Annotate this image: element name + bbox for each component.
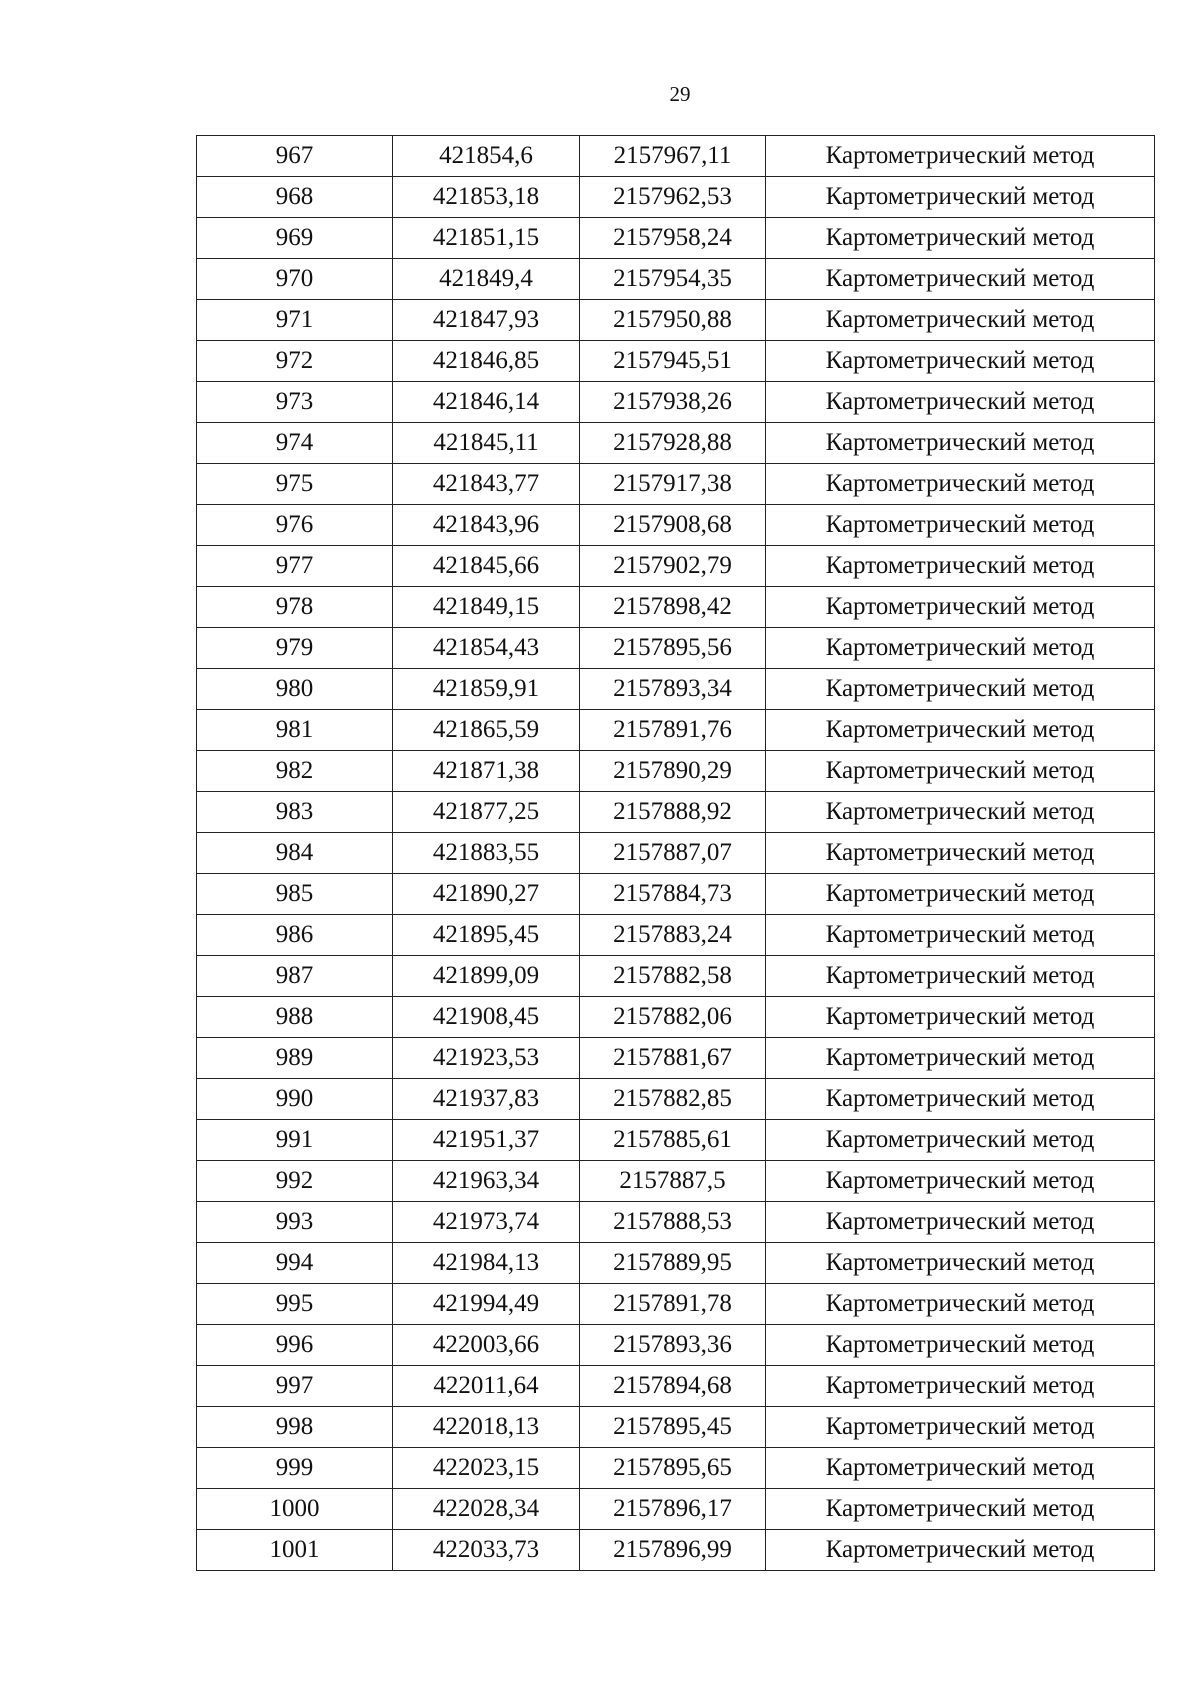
x-coordinate-cell: 421846,14 [393, 382, 580, 423]
point-number-cell: 988 [197, 997, 393, 1038]
table-row [197, 1284, 1155, 1325]
x-coordinate-cell: 421883,55 [393, 833, 580, 874]
y-coordinate-cell: 2157887,07 [580, 833, 766, 874]
point-number-cell: 978 [197, 587, 393, 628]
y-coordinate-cell: 2157891,78 [580, 1284, 766, 1325]
point-number-cell: 974 [197, 423, 393, 464]
x-coordinate-cell: 421854,43 [393, 628, 580, 669]
x-coordinate-cell: 421845,11 [393, 423, 580, 464]
point-number-cell: 995 [197, 1284, 393, 1325]
y-coordinate-cell: 2157950,88 [580, 300, 766, 341]
y-coordinate-cell: 2157882,58 [580, 956, 766, 997]
table-row [197, 423, 1155, 464]
table-row [197, 710, 1155, 751]
point-number-cell: 989 [197, 1038, 393, 1079]
table-row [197, 1202, 1155, 1243]
y-coordinate-cell: 2157917,38 [580, 464, 766, 505]
point-number-cell: 970 [197, 259, 393, 300]
table-row [197, 874, 1155, 915]
method-cell: Картометрический метод [766, 628, 1155, 669]
coordinates-table [196, 135, 1155, 1571]
table-row [197, 259, 1155, 300]
method-cell: Картометрический метод [766, 136, 1155, 177]
method-cell: Картометрический метод [766, 1325, 1155, 1366]
table-row [197, 218, 1155, 259]
table-row [197, 382, 1155, 423]
point-number-cell: 1001 [197, 1530, 393, 1571]
method-cell: Картометрический метод [766, 259, 1155, 300]
method-cell: Картометрический метод [766, 1284, 1155, 1325]
x-coordinate-cell: 421895,45 [393, 915, 580, 956]
table-row [197, 628, 1155, 669]
table-row [197, 177, 1155, 218]
x-coordinate-cell: 421899,09 [393, 956, 580, 997]
point-number-cell: 977 [197, 546, 393, 587]
y-coordinate-cell: 2157908,68 [580, 505, 766, 546]
method-cell: Картометрический метод [766, 423, 1155, 464]
table-row [197, 792, 1155, 833]
table-row [197, 1120, 1155, 1161]
y-coordinate-cell: 2157889,95 [580, 1243, 766, 1284]
table-row [197, 956, 1155, 997]
x-coordinate-cell: 421994,49 [393, 1284, 580, 1325]
y-coordinate-cell: 2157962,53 [580, 177, 766, 218]
point-number-cell: 987 [197, 956, 393, 997]
x-coordinate-cell: 422011,64 [393, 1366, 580, 1407]
table-row [197, 1530, 1155, 1571]
x-coordinate-cell: 421854,6 [393, 136, 580, 177]
table-row [197, 587, 1155, 628]
y-coordinate-cell: 2157883,24 [580, 915, 766, 956]
method-cell: Картометрический метод [766, 587, 1155, 628]
y-coordinate-cell: 2157902,79 [580, 546, 766, 587]
point-number-cell: 968 [197, 177, 393, 218]
table-row [197, 915, 1155, 956]
y-coordinate-cell: 2157893,34 [580, 669, 766, 710]
method-cell: Картометрический метод [766, 751, 1155, 792]
table-row [197, 751, 1155, 792]
x-coordinate-cell: 421845,66 [393, 546, 580, 587]
x-coordinate-cell: 422028,34 [393, 1489, 580, 1530]
method-cell: Картометрический метод [766, 1407, 1155, 1448]
x-coordinate-cell: 421877,25 [393, 792, 580, 833]
y-coordinate-cell: 2157967,11 [580, 136, 766, 177]
method-cell: Картометрический метод [766, 505, 1155, 546]
point-number-cell: 980 [197, 669, 393, 710]
table-row [197, 341, 1155, 382]
table-row [197, 505, 1155, 546]
x-coordinate-cell: 422018,13 [393, 1407, 580, 1448]
y-coordinate-cell: 2157954,35 [580, 259, 766, 300]
point-number-cell: 991 [197, 1120, 393, 1161]
method-cell: Картометрический метод [766, 1079, 1155, 1120]
x-coordinate-cell: 421973,74 [393, 1202, 580, 1243]
method-cell: Картометрический метод [766, 833, 1155, 874]
y-coordinate-cell: 2157885,61 [580, 1120, 766, 1161]
table-row [197, 1325, 1155, 1366]
y-coordinate-cell: 2157895,56 [580, 628, 766, 669]
y-coordinate-cell: 2157945,51 [580, 341, 766, 382]
y-coordinate-cell: 2157895,65 [580, 1448, 766, 1489]
point-number-cell: 983 [197, 792, 393, 833]
y-coordinate-cell: 2157895,45 [580, 1407, 766, 1448]
method-cell: Картометрический метод [766, 1202, 1155, 1243]
point-number-cell: 994 [197, 1243, 393, 1284]
method-cell: Картометрический метод [766, 874, 1155, 915]
y-coordinate-cell: 2157882,06 [580, 997, 766, 1038]
point-number-cell: 967 [197, 136, 393, 177]
point-number-cell: 1000 [197, 1489, 393, 1530]
point-number-cell: 985 [197, 874, 393, 915]
table-row [197, 1489, 1155, 1530]
table-row [197, 464, 1155, 505]
x-coordinate-cell: 421859,91 [393, 669, 580, 710]
method-cell: Картометрический метод [766, 1161, 1155, 1202]
method-cell: Картометрический метод [766, 997, 1155, 1038]
table-row [197, 1448, 1155, 1489]
point-number-cell: 981 [197, 710, 393, 751]
method-cell: Картометрический метод [766, 341, 1155, 382]
y-coordinate-cell: 2157896,17 [580, 1489, 766, 1530]
method-cell: Картометрический метод [766, 1038, 1155, 1079]
x-coordinate-cell: 421849,4 [393, 259, 580, 300]
y-coordinate-cell: 2157891,76 [580, 710, 766, 751]
y-coordinate-cell: 2157890,29 [580, 751, 766, 792]
x-coordinate-cell: 421851,15 [393, 218, 580, 259]
table-row [197, 833, 1155, 874]
y-coordinate-cell: 2157928,88 [580, 423, 766, 464]
x-coordinate-cell: 422033,73 [393, 1530, 580, 1571]
y-coordinate-cell: 2157898,42 [580, 587, 766, 628]
x-coordinate-cell: 421871,38 [393, 751, 580, 792]
y-coordinate-cell: 2157884,73 [580, 874, 766, 915]
point-number-cell: 984 [197, 833, 393, 874]
point-number-cell: 982 [197, 751, 393, 792]
x-coordinate-cell: 421843,96 [393, 505, 580, 546]
method-cell: Картометрический метод [766, 792, 1155, 833]
point-number-cell: 992 [197, 1161, 393, 1202]
table-row [197, 136, 1155, 177]
x-coordinate-cell: 421846,85 [393, 341, 580, 382]
point-number-cell: 976 [197, 505, 393, 546]
page-number: 29 [669, 82, 691, 106]
y-coordinate-cell: 2157896,99 [580, 1530, 766, 1571]
x-coordinate-cell: 421963,34 [393, 1161, 580, 1202]
method-cell: Картометрический метод [766, 669, 1155, 710]
table-row [197, 1243, 1155, 1284]
point-number-cell: 990 [197, 1079, 393, 1120]
y-coordinate-cell: 2157888,53 [580, 1202, 766, 1243]
method-cell: Картометрический метод [766, 546, 1155, 587]
y-coordinate-cell: 2157958,24 [580, 218, 766, 259]
y-coordinate-cell: 2157887,5 [580, 1161, 766, 1202]
point-number-cell: 969 [197, 218, 393, 259]
x-coordinate-cell: 421984,13 [393, 1243, 580, 1284]
table-row [197, 1366, 1155, 1407]
table-row [197, 546, 1155, 587]
method-cell: Картометрический метод [766, 1120, 1155, 1161]
table-row [197, 997, 1155, 1038]
x-coordinate-cell: 421908,45 [393, 997, 580, 1038]
x-coordinate-cell: 421849,15 [393, 587, 580, 628]
method-cell: Картометрический метод [766, 710, 1155, 751]
method-cell: Картометрический метод [766, 464, 1155, 505]
y-coordinate-cell: 2157882,85 [580, 1079, 766, 1120]
x-coordinate-cell: 421937,83 [393, 1079, 580, 1120]
x-coordinate-cell: 422023,15 [393, 1448, 580, 1489]
x-coordinate-cell: 421847,93 [393, 300, 580, 341]
point-number-cell: 975 [197, 464, 393, 505]
method-cell: Картометрический метод [766, 915, 1155, 956]
y-coordinate-cell: 2157894,68 [580, 1366, 766, 1407]
table-row [197, 1038, 1155, 1079]
point-number-cell: 998 [197, 1407, 393, 1448]
table-row [197, 669, 1155, 710]
point-number-cell: 979 [197, 628, 393, 669]
method-cell: Картометрический метод [766, 1448, 1155, 1489]
point-number-cell: 986 [197, 915, 393, 956]
method-cell: Картометрический метод [766, 1243, 1155, 1284]
y-coordinate-cell: 2157893,36 [580, 1325, 766, 1366]
method-cell: Картометрический метод [766, 1489, 1155, 1530]
point-number-cell: 973 [197, 382, 393, 423]
x-coordinate-cell: 421865,59 [393, 710, 580, 751]
point-number-cell: 971 [197, 300, 393, 341]
x-coordinate-cell: 421951,37 [393, 1120, 580, 1161]
point-number-cell: 993 [197, 1202, 393, 1243]
y-coordinate-cell: 2157888,92 [580, 792, 766, 833]
method-cell: Картометрический метод [766, 1366, 1155, 1407]
x-coordinate-cell: 421853,18 [393, 177, 580, 218]
table-row [197, 1079, 1155, 1120]
point-number-cell: 999 [197, 1448, 393, 1489]
table-row [197, 1161, 1155, 1202]
method-cell: Картометрический метод [766, 956, 1155, 997]
x-coordinate-cell: 422003,66 [393, 1325, 580, 1366]
table-row [197, 300, 1155, 341]
y-coordinate-cell: 2157938,26 [580, 382, 766, 423]
method-cell: Картометрический метод [766, 1530, 1155, 1571]
x-coordinate-cell: 421843,77 [393, 464, 580, 505]
method-cell: Картометрический метод [766, 300, 1155, 341]
method-cell: Картометрический метод [766, 218, 1155, 259]
point-number-cell: 996 [197, 1325, 393, 1366]
y-coordinate-cell: 2157881,67 [580, 1038, 766, 1079]
point-number-cell: 972 [197, 341, 393, 382]
x-coordinate-cell: 421890,27 [393, 874, 580, 915]
point-number-cell: 997 [197, 1366, 393, 1407]
x-coordinate-cell: 421923,53 [393, 1038, 580, 1079]
coordinates-table-body [197, 136, 1155, 1571]
table-row [197, 1407, 1155, 1448]
method-cell: Картометрический метод [766, 177, 1155, 218]
method-cell: Картометрический метод [766, 382, 1155, 423]
